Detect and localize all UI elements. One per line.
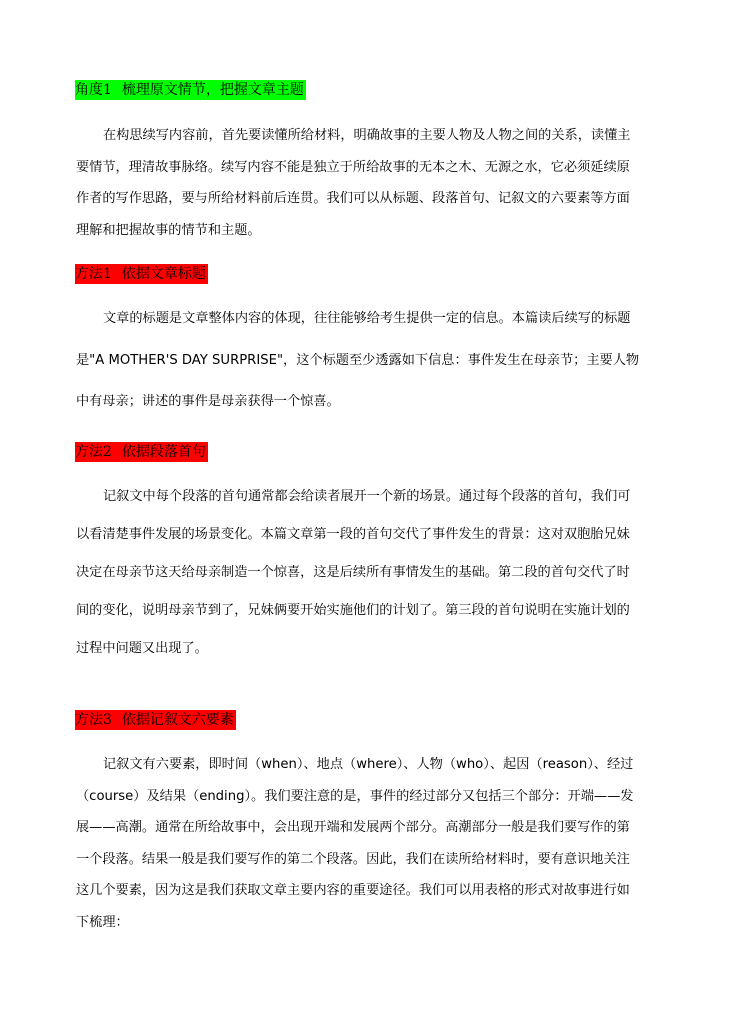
paragraph-line: 展——高潮。通常在所给故事中，会出现开端和发展两个部分。高潮部分一般是我们要写作的第 <box>76 820 630 835</box>
paragraph-line: 作者的写作思路，要与所给材料前后连贯。我们可以从标题、段落首句、记叙文的六要素等方面 <box>76 191 630 206</box>
paragraph-six-elements-method <box>76 749 664 938</box>
paragraph-line: 记叙文有六要素，即时间（when）、地点（where）、人物（who）、起因（reason）、经过 <box>103 757 634 772</box>
paragraph-line: 文章的标题是文章整体内容的体现，往往能够给考生提供一定的信息。本篇读后续写的标题 <box>103 311 631 326</box>
paragraph-line: 以看清楚事件发展的场景变化。本篇文章第一段的首句交代了事件发生的背景：这对双胞胎兄妹 <box>76 527 630 542</box>
section-heading-method-1 <box>75 264 208 284</box>
heading-label: 方法1 <box>75 266 112 282</box>
section-heading-angle-1 <box>75 80 306 100</box>
paragraph-line: 间的变化，说明母亲节到了，兄妹俩要开始实施他们的计划了。第三段的首句说明在实施计划的 <box>76 603 630 618</box>
section-heading-method-3 <box>75 710 236 730</box>
paragraph-line: 在构思续写内容前，首先要读懂所给材料，明确故事的主要人物及人物之间的关系，读懂主 <box>103 128 631 143</box>
paragraph-line: 下梳理： <box>76 914 129 930</box>
heading-title: 梳理原文情节，把握文章主题 <box>121 82 304 98</box>
heading-label: 方法2 <box>75 444 112 460</box>
heading-label: 角度1 <box>75 82 112 98</box>
paragraph-line: 决定在母亲节这天给母亲制造一个惊喜，这是后续所有事情发生的基础。第二段的首句交代了时 <box>76 565 630 580</box>
paragraph-line: 记叙文中每个段落的首句通常都会给读者展开一个新的场景。通过每个段落的首句，我们可 <box>103 489 631 504</box>
section-heading-method-2 <box>75 442 208 462</box>
paragraph-first-sentence-method <box>76 478 664 668</box>
heading-title: 依据段落首句 <box>121 444 206 460</box>
paragraph-line: 过程中问题又出现了。 <box>76 641 208 656</box>
heading-title: 依据记叙文六要素 <box>121 712 234 728</box>
paragraph-line: 中有母亲；讲述的事件是母亲获得一个惊喜。 <box>76 394 340 409</box>
paragraph-line: 是"A MOTHER'S DAY SURPRISE"，这个标题至少透露如下信息：事件发生在母亲节；主要人物 <box>76 352 640 368</box>
paragraph-title-method <box>76 298 664 423</box>
paragraph-intro <box>76 120 664 246</box>
paragraph-line: 要情节，理清故事脉络。续写内容不能是独立于所给故事的无本之木、无源之水，它必须延续原 <box>76 159 630 175</box>
paragraph-line: （course）及结果（ending）。我们要注意的是，事件的经过部分又包括三个部分：开端——发 <box>76 788 634 804</box>
paragraph-line: 一个段落。结果一般是我们要写作的第二个段落。因此，我们在读所给材料时，要有意识地关注 <box>76 851 630 867</box>
paragraph-line: 理解和把握故事的情节和主题。 <box>76 222 261 238</box>
heading-label: 方法3 <box>75 712 112 728</box>
heading-title: 依据文章标题 <box>121 266 206 282</box>
paragraph-line: 这几个要素，因为这是我们获取文章主要内容的重要途径。我们可以用表格的形式对故事进行如 <box>76 883 630 898</box>
